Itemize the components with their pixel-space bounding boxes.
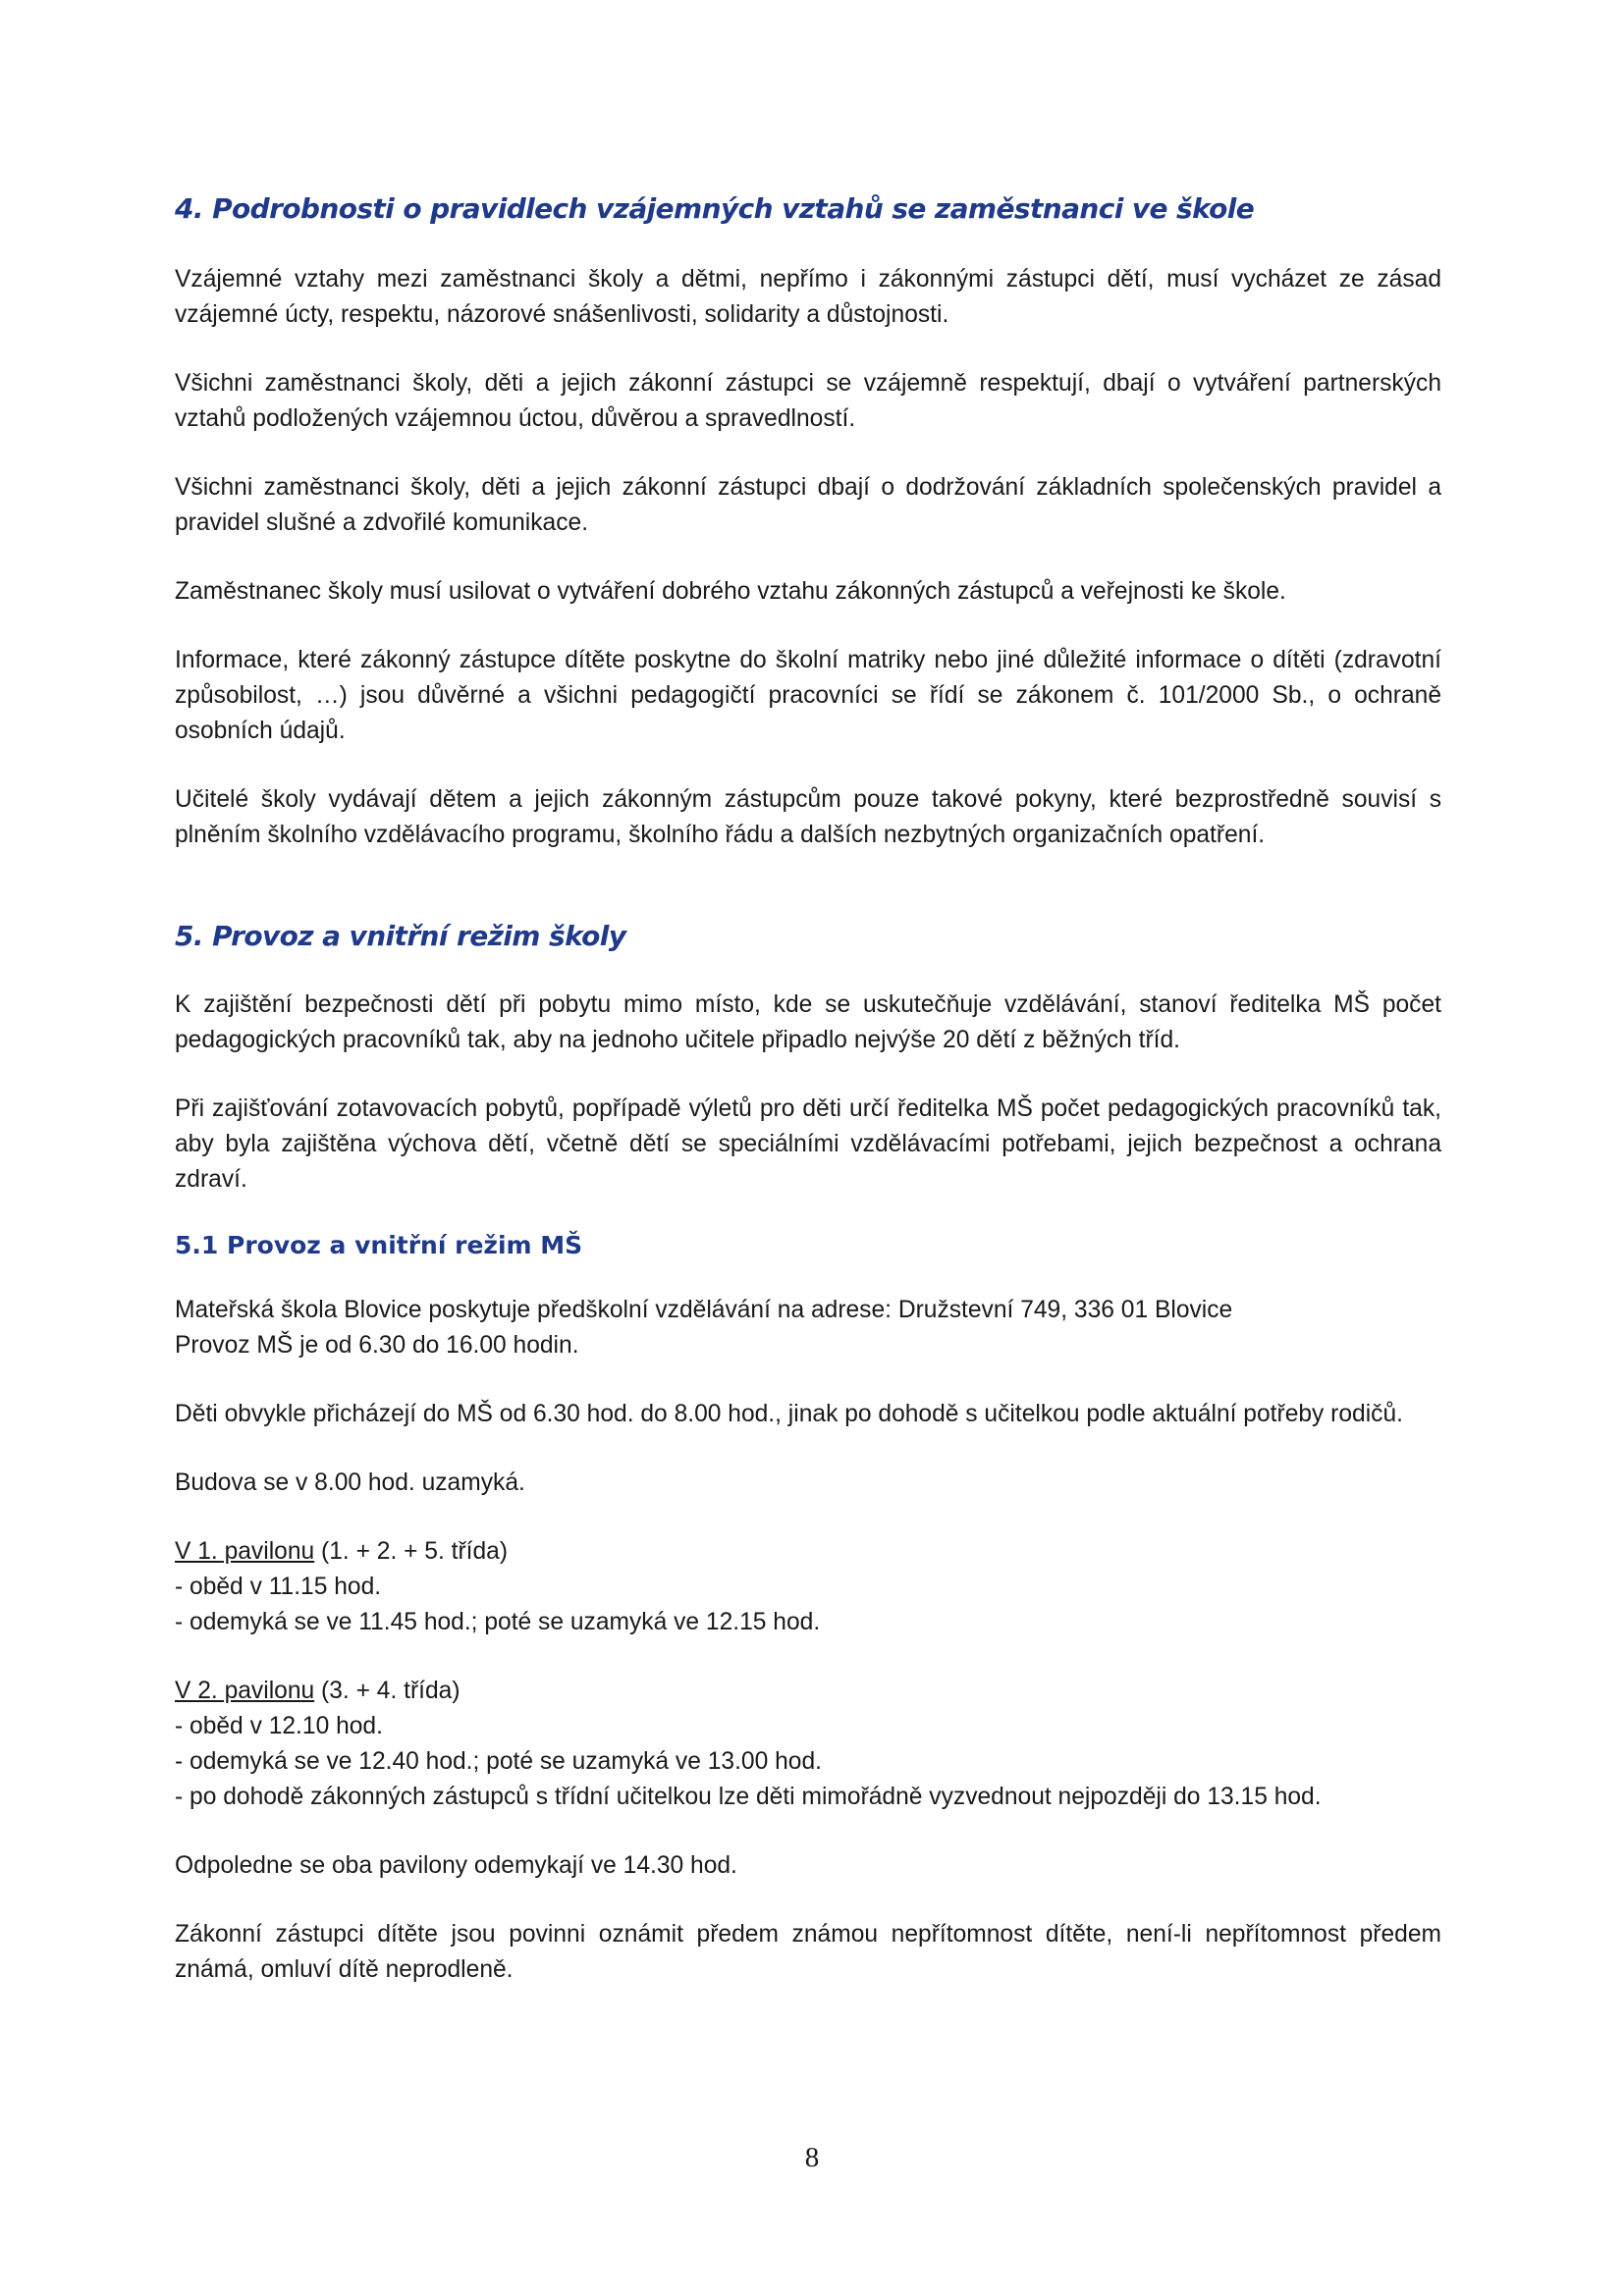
pavilion-1-title: V 1. pavilonu [175,1538,315,1565]
s4-paragraph-3: Všichni zaměstnanci školy, děti a jejich zákonní zástupci dbají o dodržování základních společenských pravidel a pravidel slušné a zdvořilé komunikace. [175,474,1441,536]
pavilion-2-item: - po dohodě zákonných zástupců s třídní učitelkou lze děti mimořádně vyzvednout nejpozději do 13.15 hod. [175,1784,1322,1810]
lock-paragraph: Budova se v 8.00 hod. uzamyká. [175,1469,525,1496]
pavilion-1-block [175,1534,1441,1640]
pavilion-2-title-line [175,1674,1441,1709]
pavilion-2-item: - oběd v 12.10 hod. [175,1713,383,1739]
s4-paragraph-4: Zaměstnanec školy musí usilovat o vytváření dobrého vztahu zákonných zástupců a veřejnosti ke škole. [175,578,1286,605]
s5-paragraph-1: K zajištění bezpečnosti dětí při pobytu mimo místo, kde se uskutečňuje vzdělávání, stanoví ředitelka MŠ počet pedagogických pracovníků tak, aby na jednoho učitele připadlo nejvýše 20 dětí z běžných tříd. [175,991,1441,1053]
document-page [175,192,1441,1988]
pavilion-2-block [175,1674,1441,1815]
section-4-heading: 4. Podrobnosti o pravidlech vzájemných vztahů se zaměstnanci ve škole [175,192,1255,225]
address-line: Mateřská škola Blovice poskytuje předškolní vzdělávání na adrese: Družstevní 749, 336 01 Blovice [175,1297,1233,1323]
pavilion-2-classes: (3. + 4. třída) [314,1678,460,1704]
hours-line: Provoz MŠ je od 6.30 do 16.00 hodin. [175,1332,579,1359]
arrival-paragraph: Děti obvykle přicházejí do MŠ od 6.30 hod. do 8.00 hod., jinak po dohodě s učitelkou podle aktuální potřeby rodičů. [175,1401,1403,1427]
pavilion-1-title-line [175,1534,1441,1570]
pavilion-2-item: - odemyká se ve 12.40 hod.; poté se uzamyká ve 13.00 hod. [175,1748,822,1775]
pavilion-1-classes: (1. + 2. + 5. třída) [314,1538,509,1565]
pavilion-1-item: - oběd v 11.15 hod. [175,1574,382,1600]
page-number: 8 [804,2142,820,2173]
s4-paragraph-5: Informace, které zákonný zástupce dítěte poskytne do školní matriky nebo jiné důležité informace o dítěti (zdravotní způsobilost, …) jsou důvěrné a všichni pedagogičtí pracovníci se řídí se zákonem č. 101/2000 Sb., o ochraně osobních údajů. [175,647,1441,744]
absence-paragraph: Zákonní zástupci dítěte jsou povinni oznámit předem známou nepřítomnost dítěte, není-li nepřítomnost předem známá, omluví dítě neprodleně. [175,1921,1441,1983]
s4-paragraph-1: Vzájemné vztahy mezi zaměstnanci školy a dětmi, nepřímo i zákonnými zástupci dětí, musí vycházet ze zásad vzájemné úcty, respektu, názorové snášenlivosti, solidarity a důstojnosti. [175,266,1441,328]
s4-paragraph-2: Všichni zaměstnanci školy, děti a jejich zákonní zástupci se vzájemně respektují, dbají o vytváření partnerských vztahů podložených vzájemnou úctou, důvěrou a spravedlností. [175,370,1441,432]
section-5-heading: 5. Provoz a vnitřní režim školy [175,920,626,952]
s5-paragraph-2: Při zajišťování zotavovacích pobytů, popřípadě výletů pro děti určí ředitelka MŠ počet pedagogických pracovníků tak, aby byla zajištěna výchova dětí, včetně dětí se speciálními vzdělávacími potřebami, jejich bezpečnost a ochrana zdraví. [175,1095,1441,1193]
s4-paragraph-6: Učitelé školy vydávají dětem a jejich zákonným zástupcům pouze takové pokyny, které bezprostředně souvisí s plněním školního vzdělávacího programu, školního řádu a dalších nezbytných organizačních opatření. [175,786,1441,848]
pavilion-2-title: V 2. pavilonu [175,1678,315,1704]
section-5-1-heading: 5.1 Provoz a vnitřní režim MŠ [175,1231,583,1259]
afternoon-paragraph: Odpoledne se oba pavilony odemykají ve 14.30 hod. [175,1852,737,1879]
address-block [175,1293,1441,1363]
pavilion-1-item: - odemyká se ve 11.45 hod.; poté se uzamyká ve 12.15 hod. [175,1609,821,1635]
